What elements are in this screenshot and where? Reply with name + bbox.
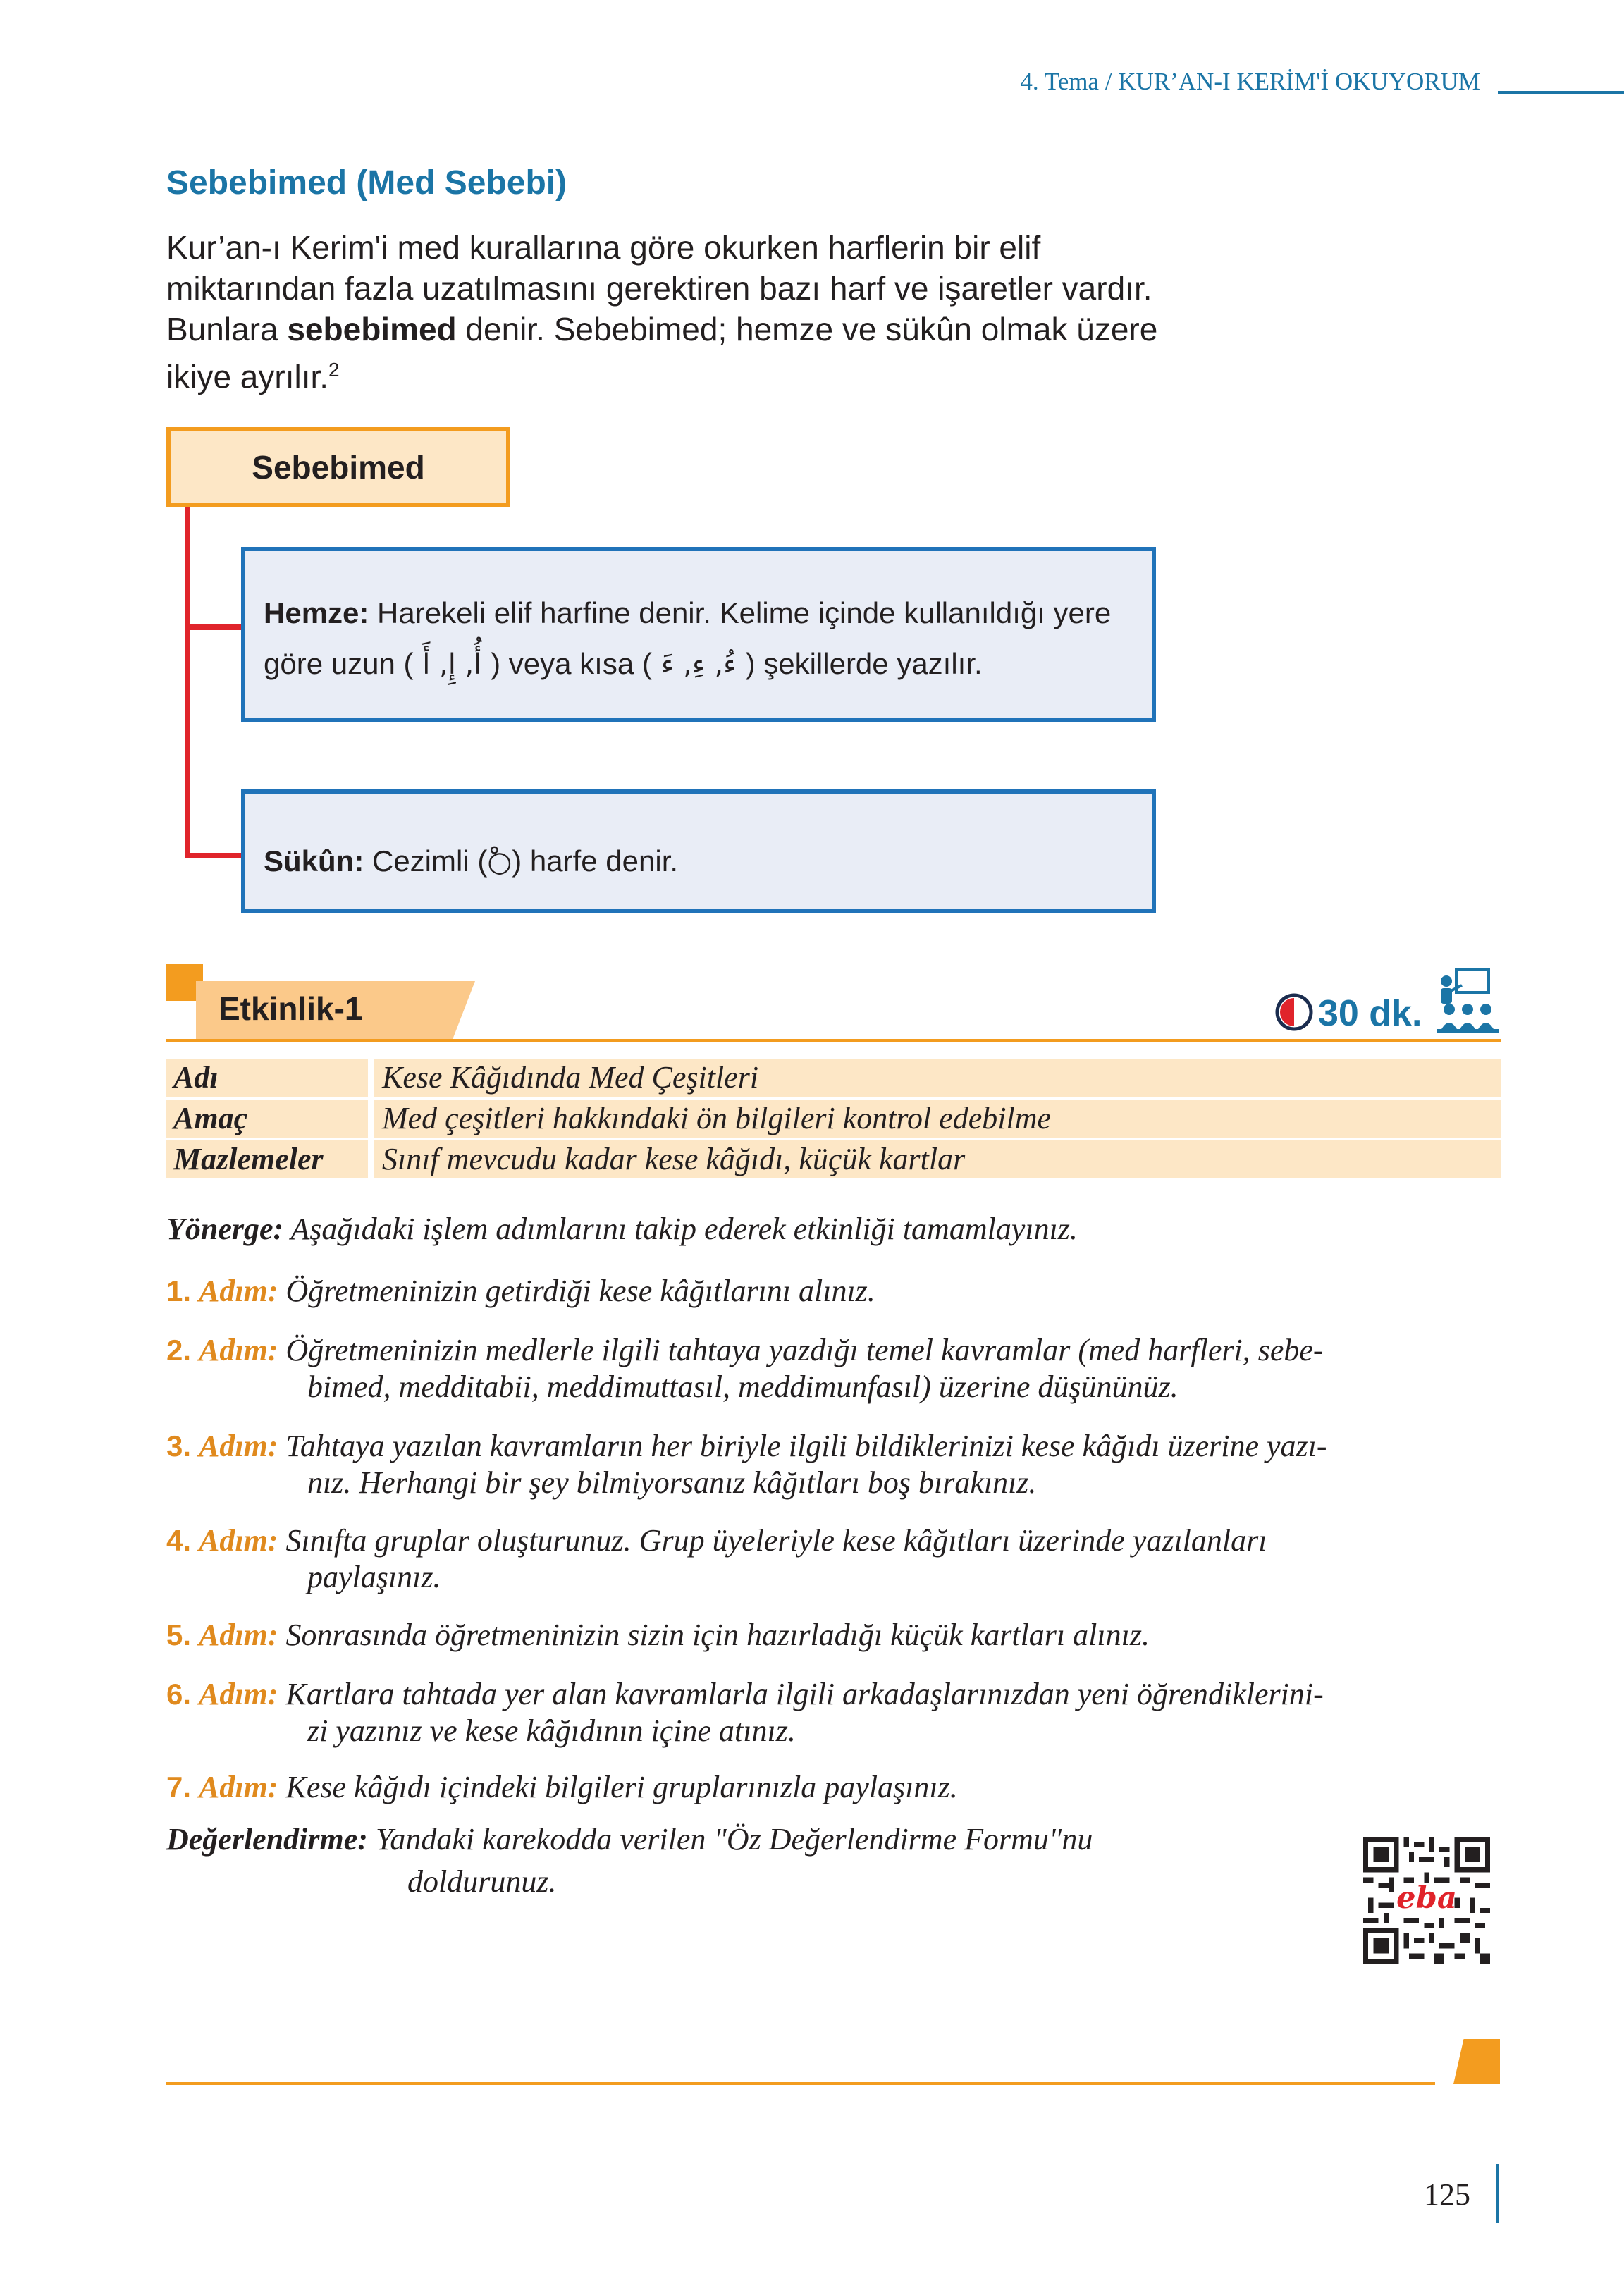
step-item	[166, 1428, 1506, 1501]
step-word: Adım:	[199, 1677, 278, 1711]
info-value: Sınıf mevcudu kadar kese kâğıdı, küçük kartlar	[374, 1140, 1501, 1178]
step-text: Tahtaya yazılan kavramların her biriyle ilgili bildiklerinizi kese kâğıdı üzerine yazı-	[278, 1429, 1327, 1463]
header-rule	[1498, 91, 1624, 94]
info-row-purpose	[166, 1100, 1501, 1138]
step-text-continued: paylaşınız.	[307, 1560, 441, 1594]
intro-text-2: denir. Sebebimed; hemze ve sükûn olmak üzere ikiye ayrılır.	[166, 311, 1158, 395]
step-word: Adım:	[199, 1429, 278, 1463]
intro-text-1: Kur’an-ı Kerim'i med kurallarına göre okurken harflerin bir elif miktarından fazla uzatılmasını gerektiren bazı harf ve işaretler vardır. Bunlara	[166, 229, 1152, 347]
step-item	[166, 1522, 1506, 1596]
step-item	[166, 1332, 1506, 1405]
diagram-connector-sukun	[185, 853, 241, 858]
evaluation	[166, 1818, 1294, 1903]
intro-bold-term: sebebimed	[287, 311, 457, 347]
clock-icon	[1274, 992, 1314, 1032]
step-text: Öğretmeninizin medlerle ilgili tahtaya yazdığı temel kavramlar (med harfleri, sebe-	[278, 1333, 1324, 1367]
step-word: Adım:	[199, 1770, 278, 1804]
info-row-name	[166, 1059, 1501, 1097]
step-item	[166, 1617, 1506, 1654]
sukun-text-2: ) harfe denir.	[512, 844, 679, 878]
info-key: Mazlemeler	[166, 1140, 368, 1178]
hemze-long-forms: أُ, إِ, أَ	[413, 648, 491, 681]
step-word: Adım:	[199, 1333, 278, 1367]
footnote-ref: 2	[328, 359, 340, 381]
step-item	[166, 1676, 1506, 1749]
sukun-box	[241, 789, 1156, 913]
step-word: Adım:	[199, 1618, 278, 1652]
running-header: 4. Tema / KUR’AN-I KERİM'İ OKUYORUM	[1020, 68, 1480, 95]
hemze-term: Hemze:	[264, 596, 369, 629]
instruction	[166, 1211, 1506, 1248]
step-number: 4.	[166, 1524, 192, 1557]
step-number: 2.	[166, 1334, 192, 1367]
step-text-continued: bimed, medditabii, meddimuttasıl, meddimunfasıl) üzerine düşününüz.	[307, 1369, 1179, 1404]
hemze-text-1: Harekeli elif harfine denir. Kelime içinde kullanıldığı yere göre uzun (	[264, 596, 1112, 680]
step-text-continued: zi yazınız ve kese kâğıdının içine atınız.	[307, 1713, 796, 1748]
step-item	[166, 1273, 1506, 1310]
step-item	[166, 1769, 1506, 1806]
activity-rule	[166, 1039, 1501, 1042]
hemze-short-forms: ءُ, ءِ, ءَ	[651, 648, 746, 681]
qr-code[interactable]	[1363, 1837, 1490, 1964]
diagram-connector-hemze	[185, 624, 241, 630]
info-value: Med çeşitleri hakkındaki ön bilgileri kontrol edebilme	[374, 1100, 1501, 1138]
step-word: Adım:	[199, 1523, 278, 1558]
instruction-label: Yönerge:	[166, 1212, 284, 1246]
footer-marker	[1453, 2039, 1500, 2084]
step-number: 6.	[166, 1678, 192, 1711]
step-text: Kartlara tahtada yer alan kavramlarla ilgili arkadaşlarınızdan yeni öğrendiklerini-	[278, 1677, 1324, 1711]
step-number: 7.	[166, 1771, 192, 1804]
info-row-materials	[166, 1140, 1501, 1178]
hemze-text-3: ) şekillerde yazılır.	[745, 647, 983, 680]
evaluation-text-continued: doldurunuz.	[407, 1864, 557, 1899]
step-text: Öğretmeninizin getirdiği kese kâğıtlarını alınız.	[278, 1274, 875, 1308]
evaluation-text: Yandaki karekodda verilen "Öz Değerlendirme Formu"nu	[367, 1822, 1093, 1857]
step-text: Sonrasında öğretmeninizin sizin için hazırladığı küçük kartları alınız.	[278, 1618, 1150, 1652]
footer-rule	[166, 2082, 1435, 2085]
activity-duration: 30 dk.	[1318, 993, 1422, 1034]
step-text: Kese kâğıdı içindeki bilgileri gruplarınızla paylaşınız.	[278, 1770, 958, 1804]
instruction-text: Aşağıdaki işlem adımlarını takip ederek etkinliği tamamlayınız.	[283, 1212, 1078, 1246]
group-work-icon	[1435, 967, 1500, 1035]
step-number: 1.	[166, 1274, 192, 1307]
step-word: Adım:	[199, 1274, 278, 1308]
sukun-term: Sükûn:	[264, 844, 364, 878]
step-text: Sınıfta gruplar oluşturunuz. Grup üyeleriyle kese kâğıtları üzerinde yazılanları	[278, 1523, 1267, 1558]
hemze-box	[241, 547, 1156, 722]
diagram-root-box: Sebebimed	[166, 427, 510, 507]
sukun-symbol: ْ○	[487, 846, 512, 878]
step-number: 5.	[166, 1618, 192, 1651]
evaluation-label: Değerlendirme:	[166, 1822, 368, 1857]
diagram-connector-vertical	[185, 507, 190, 858]
page-number-bar	[1496, 2164, 1499, 2223]
info-key: Adı	[166, 1059, 368, 1097]
info-value: Kese Kâğıdında Med Çeşitleri	[374, 1059, 1501, 1097]
section-title: Sebebimed (Med Sebebi)	[166, 164, 567, 202]
step-text-continued: nız. Herhangi bir şey bilmiyorsanız kâğıtları boş bırakınız.	[307, 1465, 1037, 1500]
info-key: Amaç	[166, 1100, 368, 1138]
step-number: 3.	[166, 1429, 192, 1463]
qr-logo: eba	[1396, 1879, 1457, 1916]
activity-label: Etkinlik-1	[219, 990, 363, 1027]
hemze-text-2: ) veya kısa (	[491, 647, 652, 680]
sukun-text-1: Cezimli (	[364, 844, 488, 878]
page-number: 125	[1424, 2177, 1470, 2212]
intro-paragraph	[166, 227, 1167, 397]
